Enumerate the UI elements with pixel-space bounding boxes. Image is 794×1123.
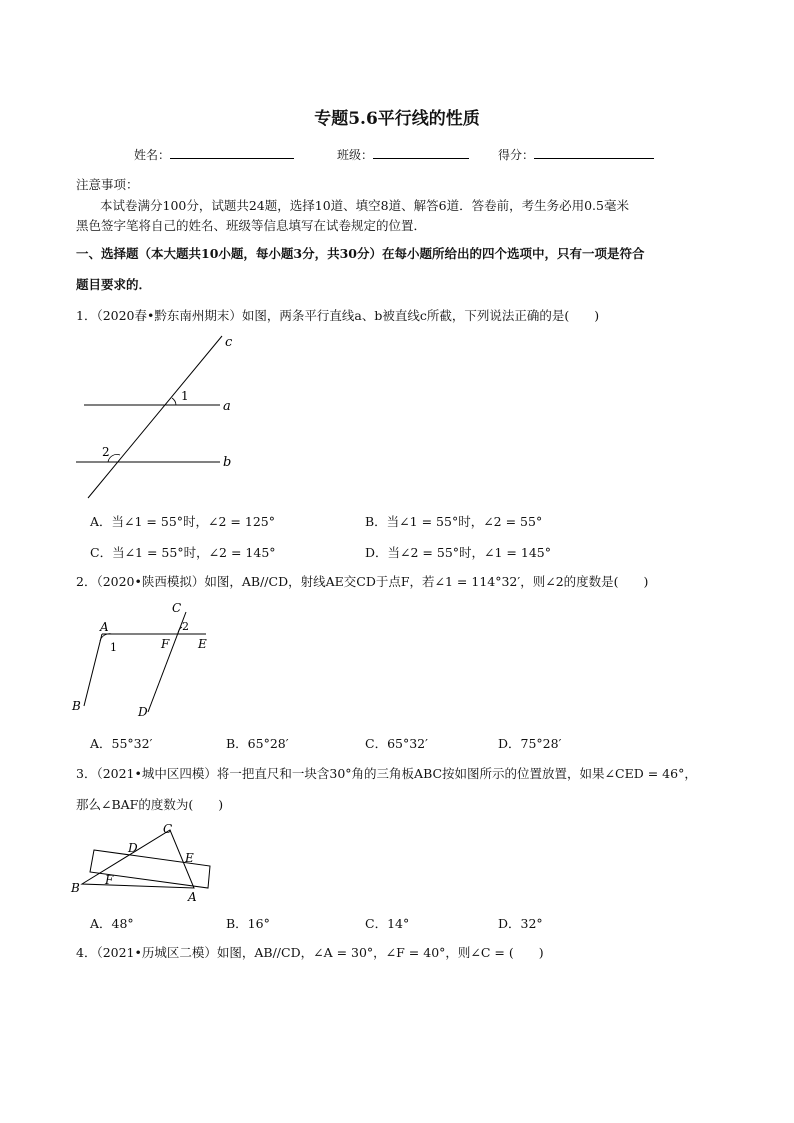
class-field: [337, 146, 469, 163]
page-title: 专题5.6平行线的性质: [314, 109, 480, 129]
name-field: [134, 146, 294, 163]
q3-label-a: A: [188, 890, 197, 904]
q1-label-2: 2: [102, 445, 110, 459]
class-blank[interactable]: [373, 147, 469, 159]
q2-option-b[interactable]: B．65°28′: [226, 736, 289, 751]
q2-label-1: 1: [110, 641, 117, 654]
q1-option-d[interactable]: D．当∠2 = 55°时，∠1 = 145°: [365, 545, 551, 560]
name-blank[interactable]: [170, 147, 294, 159]
q1-label-c: c: [225, 335, 233, 350]
q3-stem-line-2: 那么∠BAF的度数为( ): [76, 797, 224, 812]
score-field: [498, 146, 654, 163]
score-blank[interactable]: [534, 147, 654, 159]
q2-line-ab: [84, 634, 102, 706]
q1-option-c[interactable]: C．当∠1 = 55°时，∠2 = 145°: [90, 545, 276, 560]
section-heading-line-2: 题目要求的．: [76, 277, 152, 292]
q2-label-d: D: [138, 705, 148, 719]
q1-line-c: [88, 336, 222, 498]
q4-stem: 4．（2021•历城区二模）如图，AB//CD，∠A = 30°，∠F = 40°，则∠C = ( ): [76, 945, 544, 960]
q1-option-b[interactable]: B．当∠1 = 55°时，∠2 = 55°: [365, 514, 543, 529]
q2-option-d[interactable]: D．75°28′: [498, 736, 562, 751]
q2-label-b: B: [72, 699, 81, 713]
q3-label-f: F: [105, 873, 114, 887]
q2-figure: [68, 598, 218, 720]
q3-option-c[interactable]: C．14°: [365, 916, 410, 931]
q3-label-c: C: [163, 822, 173, 836]
q3-triangle: [82, 830, 194, 888]
q1-label-b: b: [223, 455, 232, 470]
q2-option-c[interactable]: C．65°32′: [365, 736, 428, 751]
q2-stem: 2．（2020•陕西模拟）如图，AB//CD，射线AE交CD于点F，若∠1 = 114°32′，则∠2的度数是( ): [76, 574, 649, 589]
q2-label-a: A: [100, 620, 109, 634]
class-label: 班级：: [337, 148, 374, 162]
q2-label-c: C: [172, 601, 182, 615]
q2-label-2: 2: [182, 620, 189, 633]
name-label: 姓名：: [134, 148, 171, 162]
q2-label-f: F: [161, 637, 170, 651]
notice-line-2: 黑色签字笔将自己的姓名、班级等信息填写在试卷规定的位置．: [76, 218, 427, 233]
q3-stem-line-1: 3．（2021•城中区四模）将一把直尺和一块含30°角的三角板ABC按如图所示的位置放置，如果∠CED = 46°，: [76, 766, 697, 781]
q1-label-a: a: [223, 399, 231, 414]
q1-stem: 1．（2020春•黔东南州期末）如图，两条平行直线a、b被直线c所截，下列说法正确的是( ): [76, 308, 600, 323]
notice-heading: 注意事项：: [76, 177, 139, 192]
q3-option-a[interactable]: A．48°: [90, 916, 134, 931]
q1-option-a[interactable]: A．当∠1 = 55°时，∠2 = 125°: [90, 514, 275, 529]
notice-line-1: 本试卷满分100分，试题共24题，选择10道、填空8道、解答6道．答卷前，考生务必用0.5毫米: [100, 198, 629, 213]
q2-line-cd: [148, 612, 186, 712]
q1-label-1: 1: [181, 389, 189, 403]
score-label: 得分：: [498, 148, 535, 162]
q3-label-d: D: [128, 841, 138, 855]
section-heading-line-1: 一、选择题（本大题共10小题，每小题3分，共30分）在每小题所给出的四个选项中，只有一项是符合: [76, 246, 645, 261]
q3-figure: [68, 822, 218, 904]
q3-option-b[interactable]: B．16°: [226, 916, 270, 931]
q3-label-e: E: [185, 851, 194, 865]
q2-option-a[interactable]: A．55°32′: [90, 736, 153, 751]
q1-angle-1-arc: [172, 398, 176, 405]
q3-label-b: B: [71, 881, 80, 895]
q2-label-e: E: [198, 637, 207, 651]
q3-option-d[interactable]: D．32°: [498, 916, 543, 931]
q1-figure: [70, 332, 250, 504]
